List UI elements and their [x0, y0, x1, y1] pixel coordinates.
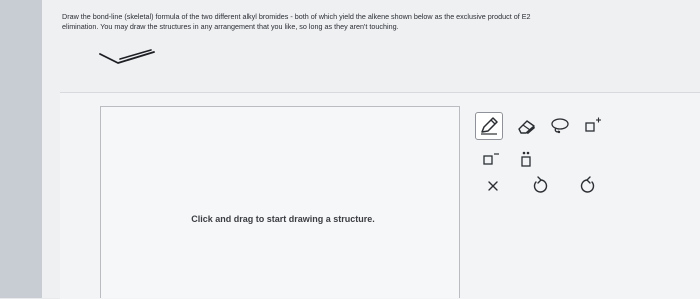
clear-button[interactable] [479, 172, 507, 200]
alkene-structure [96, 48, 160, 73]
drawing-toolbar [460, 106, 700, 298]
drawing-canvas[interactable] [100, 106, 460, 298]
question-line-2: elimination. You may draw the structures in any arrangement that you like, so long as they aren't touching. [62, 22, 399, 31]
eraser-tool-button[interactable] [512, 112, 540, 140]
canvas-hint: Click and drag to start drawing a structure. [191, 214, 375, 224]
eraser-icon [514, 115, 538, 137]
question-line-1: Draw the bond-line (skeletal) formula of the two different alkyl bromides - both of which yield the alkene shown below as the exclusive product of E2 [62, 12, 531, 21]
undo-icon [529, 175, 551, 197]
undo-button[interactable] [526, 172, 554, 200]
add-charge-button[interactable] [578, 112, 606, 140]
lone-pair-dots-icon [515, 149, 537, 171]
square-minus-icon [480, 149, 502, 171]
lasso-tool-button[interactable] [546, 112, 574, 140]
pencil-tool-button[interactable] [475, 112, 503, 140]
lone-pair-button[interactable] [512, 146, 540, 174]
x-icon [482, 175, 504, 197]
alkene-skeletal-drawing [96, 48, 160, 68]
redo-icon [577, 175, 599, 197]
square-plus-icon [581, 115, 603, 137]
left-margin-strip [0, 0, 42, 298]
redo-button[interactable] [574, 172, 602, 200]
pencil-icon [478, 115, 500, 137]
question-text [62, 12, 692, 32]
lasso-icon [548, 115, 572, 137]
subtract-charge-button[interactable] [477, 146, 505, 174]
